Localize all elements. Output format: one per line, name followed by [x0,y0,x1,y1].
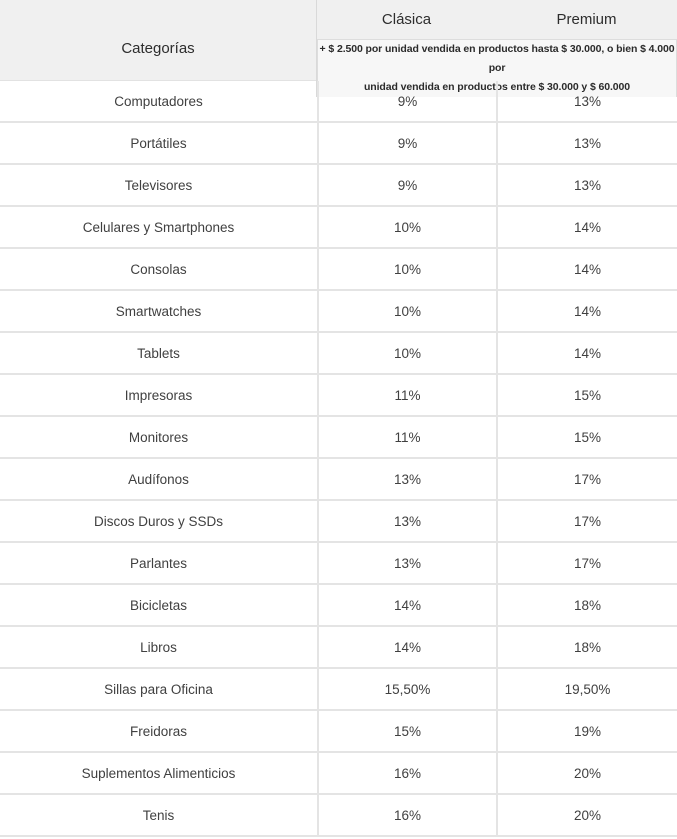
clasica-value-cell: 13% [317,501,496,541]
table-row [0,543,677,585]
table-row [0,333,677,375]
clasica-value-cell: 14% [317,585,496,625]
premium-value-cell: 17% [496,543,677,583]
category-cell: Computadores [114,93,203,109]
premium-value-cell: 20% [496,753,677,793]
table-row [0,753,677,795]
fee-note-line2: unidad vendida en productos entre $ 30.000 y $ 60.000 [363,81,631,93]
header-premium: Premium [556,11,617,28]
table-row [0,207,677,249]
clasica-value-cell: 9% [317,165,496,205]
category-cell: Tablets [137,345,180,361]
category-cell: Smartwatches [115,303,202,319]
premium-value-cell: 15% [496,417,677,457]
category-cell: Parlantes [129,555,188,571]
category-cell: Monitores [128,429,189,445]
clasica-value-cell: 16% [317,795,496,835]
fee-note-line1: + $ 2.500 por unidad vendida en productos hasta $ 30.000, o bien $ 4.000 por [319,43,675,74]
clasica-value-cell: 10% [317,333,496,373]
clasica-value-cell: 13% [317,543,496,583]
premium-value-cell: 18% [496,627,677,667]
premium-value-cell: 14% [496,333,677,373]
clasica-value-cell: 15,50% [317,669,496,709]
clasica-value-cell: 15% [317,711,496,751]
table-row [0,81,677,123]
table-row [0,459,677,501]
clasica-value-cell: 10% [317,249,496,289]
table-row [0,669,677,711]
category-cell: Tenis [142,807,175,823]
table-row [0,123,677,165]
premium-value-cell: 13% [496,81,677,121]
category-cell: Celulares y Smartphones [82,219,235,235]
category-cell: Discos Duros y SSDs [93,513,224,529]
clasica-value-cell: 10% [317,291,496,331]
clasica-value-cell: 11% [317,375,496,415]
clasica-value-cell: 13% [317,459,496,499]
header-categories: Categorías [0,0,317,97]
table-row [0,501,677,543]
table-body [0,81,677,837]
table-row [0,291,677,333]
table-row [0,627,677,669]
category-cell: Suplementos Alimenticios [81,765,236,781]
table-header [0,0,677,93]
category-cell: Bicicletas [129,597,188,613]
clasica-value-cell: 14% [317,627,496,667]
category-cell: Libros [140,639,177,655]
category-cell: Impresoras [124,387,193,403]
premium-value-cell: 19,50% [496,669,677,709]
premium-value-cell: 14% [496,291,677,331]
table-row [0,417,677,459]
table-row [0,249,677,291]
category-cell: Audífonos [128,471,189,487]
header-clasica: Clásica [381,11,432,28]
premium-value-cell: 14% [496,249,677,289]
table-row [0,375,677,417]
premium-value-cell: 18% [496,585,677,625]
premium-value-cell: 20% [496,795,677,835]
category-cell: Consolas [130,261,187,277]
plan-labels-row [317,0,677,39]
category-cell: Freidoras [129,723,188,739]
table-row [0,585,677,627]
table-row [0,795,677,837]
premium-value-cell: 19% [496,711,677,751]
category-cell: Portátiles [130,135,187,151]
table-row [0,165,677,207]
premium-value-cell: 17% [496,459,677,499]
premium-value-cell: 17% [496,501,677,541]
premium-value-cell: 13% [496,165,677,205]
clasica-value-cell: 11% [317,417,496,457]
category-cell: Televisores [124,177,193,193]
clasica-value-cell: 16% [317,753,496,793]
premium-value-cell: 13% [496,123,677,163]
clasica-value-cell: 10% [317,207,496,247]
clasica-value-cell: 9% [317,81,496,121]
clasica-value-cell: 9% [317,123,496,163]
premium-value-cell: 14% [496,207,677,247]
premium-value-cell: 15% [496,375,677,415]
category-cell: Sillas para Oficina [104,681,213,697]
table-row [0,711,677,753]
